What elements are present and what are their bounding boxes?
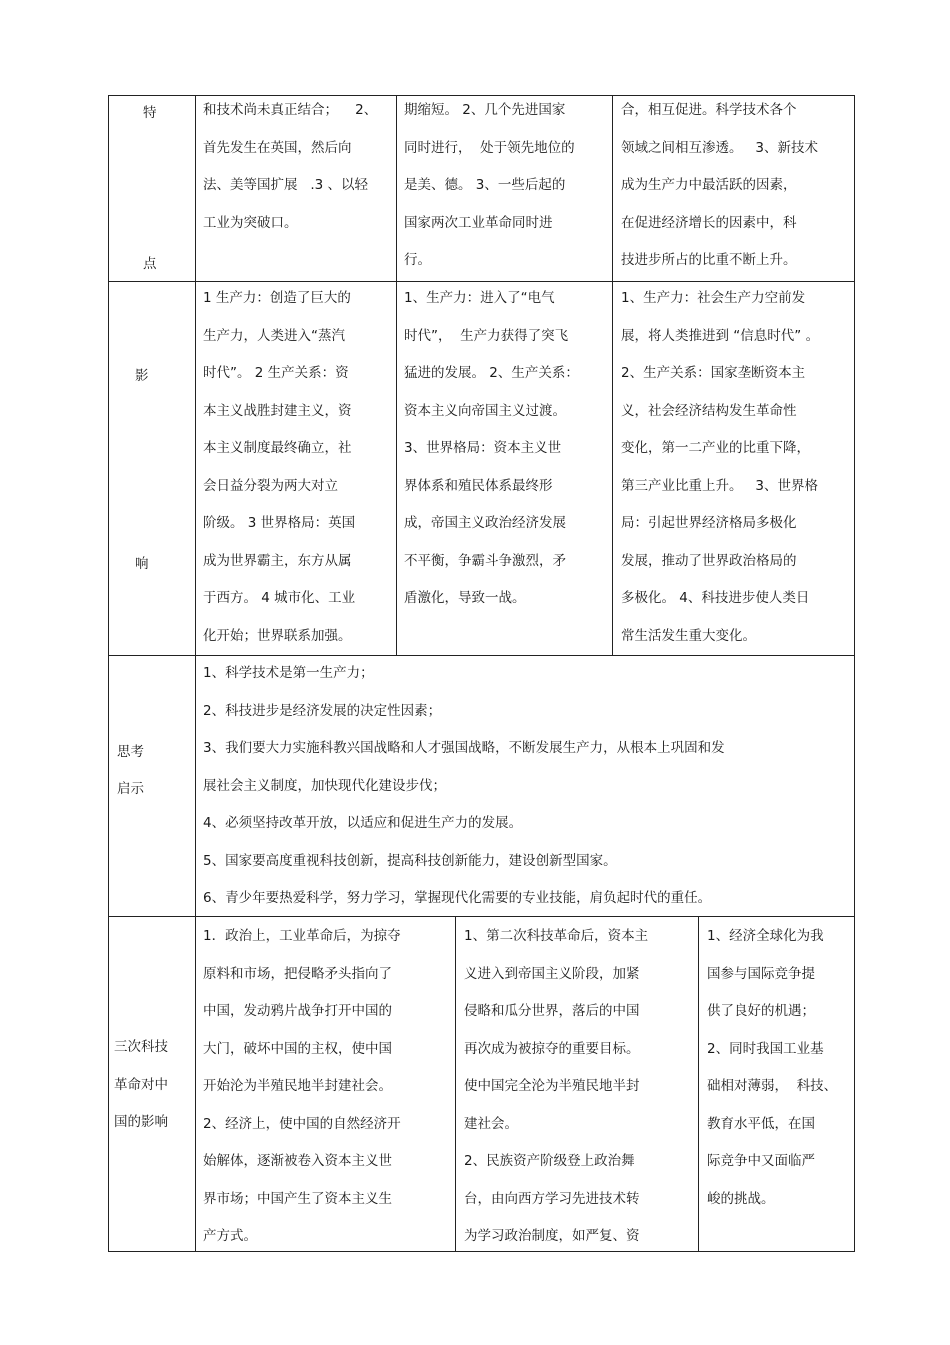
thinking-content: 1、科学技术是第一生产力； 2、科技进步是经济发展的决定性因素； 3、我们要大力实施科教兴国战略和人才强国战略，不断发展生产力，从根本上巩固和发 展社会主义制度，加快现代化建设步伐； 4、必须坚持改革开放，以适应和促进生产力的发展。 5、国家要高度重视科技创新，提高科技创新能力，建设创新型国家。 6、青少年要热爱科学，努力学习，掌握现代化需要的专业技能，肩负起时代的重任。 [203, 665, 725, 906]
impact-label-top: 影 [135, 368, 149, 384]
col-divider-b [612, 95, 613, 656]
impact-label-bottom: 响 [135, 556, 149, 572]
col-divider-a [396, 95, 397, 656]
thinking-label-top: 思考 [117, 744, 144, 760]
thinking-label-bottom: 启示 [117, 781, 144, 797]
china-impact-third: 1、经济全球化为我 国参与国际竞争提 供了良好的机遇； 2、同时我国工业基 础相对薄弱， 科技、 教育水平低，在国 际竞争中又面临严 峻的挑战。 [707, 928, 838, 1207]
table-border-left [108, 95, 109, 1252]
china-impact-first: 1．政治上，工业革命后，为掠夺 原料和市场，把侵略矛头指向了 中国，发动鸦片战争打开中国的 大门，破坏中国的主权，使中国 开始沦为半殖民地半封建社会。 2、经济上，使中国的自然经济开 始解体，逐渐被卷入资本主义世 界市场；中国产生了资本主义生 产方式。 [203, 928, 401, 1244]
impact-third-revolution: 1、生产力：社会生产力空前发 展，将人类推进到 “信息时代” 。 2、生产关系：国家垄断资本主 义，社会经济结构发生革命性 变化，第一二产业的比重下降， 第三产业比重上升。 3、世界格 局：引起世界经济格局多极化 发展，推动了世界政治格局的 多极化。 4、科技进步使人类日 常生活发生重大变化。 [621, 290, 820, 644]
impact-first-revolution: 1 生产力：创造了巨大的 生产力，人类进入“蒸汽 时代”。 2 生产关系：资 本主义战胜封建主义，资 本主义制度最终确立，社 会日益分裂为两大对立 阶级。 3 世界格局：英国 成为世界霸主，东方从属 于西方。 4 城市化、工业 化开始；世界联系加强。 [203, 290, 356, 644]
label-column-divider [195, 95, 196, 1252]
features-second-revolution: 期缩短。 2、几个先进国家 同时进行， 处于领先地位的 是美、德。 3、一些后起的 国家两次工业革命同时进 行。 [404, 102, 575, 268]
features-label-top: 特 [143, 105, 157, 121]
impact-second-revolution: 1、生产力：进入了“电气 时代”， 生产力获得了突飞 猛进的发展。 2、生产关系： 资本主义向帝国主义过渡。 3、世界格局：资本主义世 界体系和殖民体系最终形 成，帝国主义政治经济发展 不平衡，争霸斗争激烈，矛 盾激化，导致一战。 [404, 290, 579, 606]
china-impact-label: 三次科技 革命对中 国的影响 [114, 1039, 168, 1130]
col-divider-d [698, 916, 699, 1252]
china-impact-second: 1、第二次科技革命后，资本主 义进入到帝国主义阶段，加紧 侵略和瓜分世界，落后的中国 再次成为被掠夺的重要目标。 使中国完全沦为半殖民地半封 建社会。 2、民族资产阶级登上政治舞 台，由向西方学习先进技术转 为学习政治制度，如严复、资 [464, 928, 649, 1244]
features-third-revolution: 合，相互促进。科学技术各个 领域之间相互渗透。 3、新技术 成为生产力中最活跃的因素， 在促进经济增长的因素中，科 技进步所占的比重不断上升。 [621, 102, 818, 268]
features-label-bottom: 点 [143, 256, 157, 272]
col-divider-c [455, 916, 456, 1252]
features-first-revolution: 和技术尚未真正结合； 2、 首先发生在英国，然后向 法、美等国扩展 .3 、以轻 工业为突破口。 [203, 102, 378, 231]
table-border-right [854, 95, 855, 1252]
